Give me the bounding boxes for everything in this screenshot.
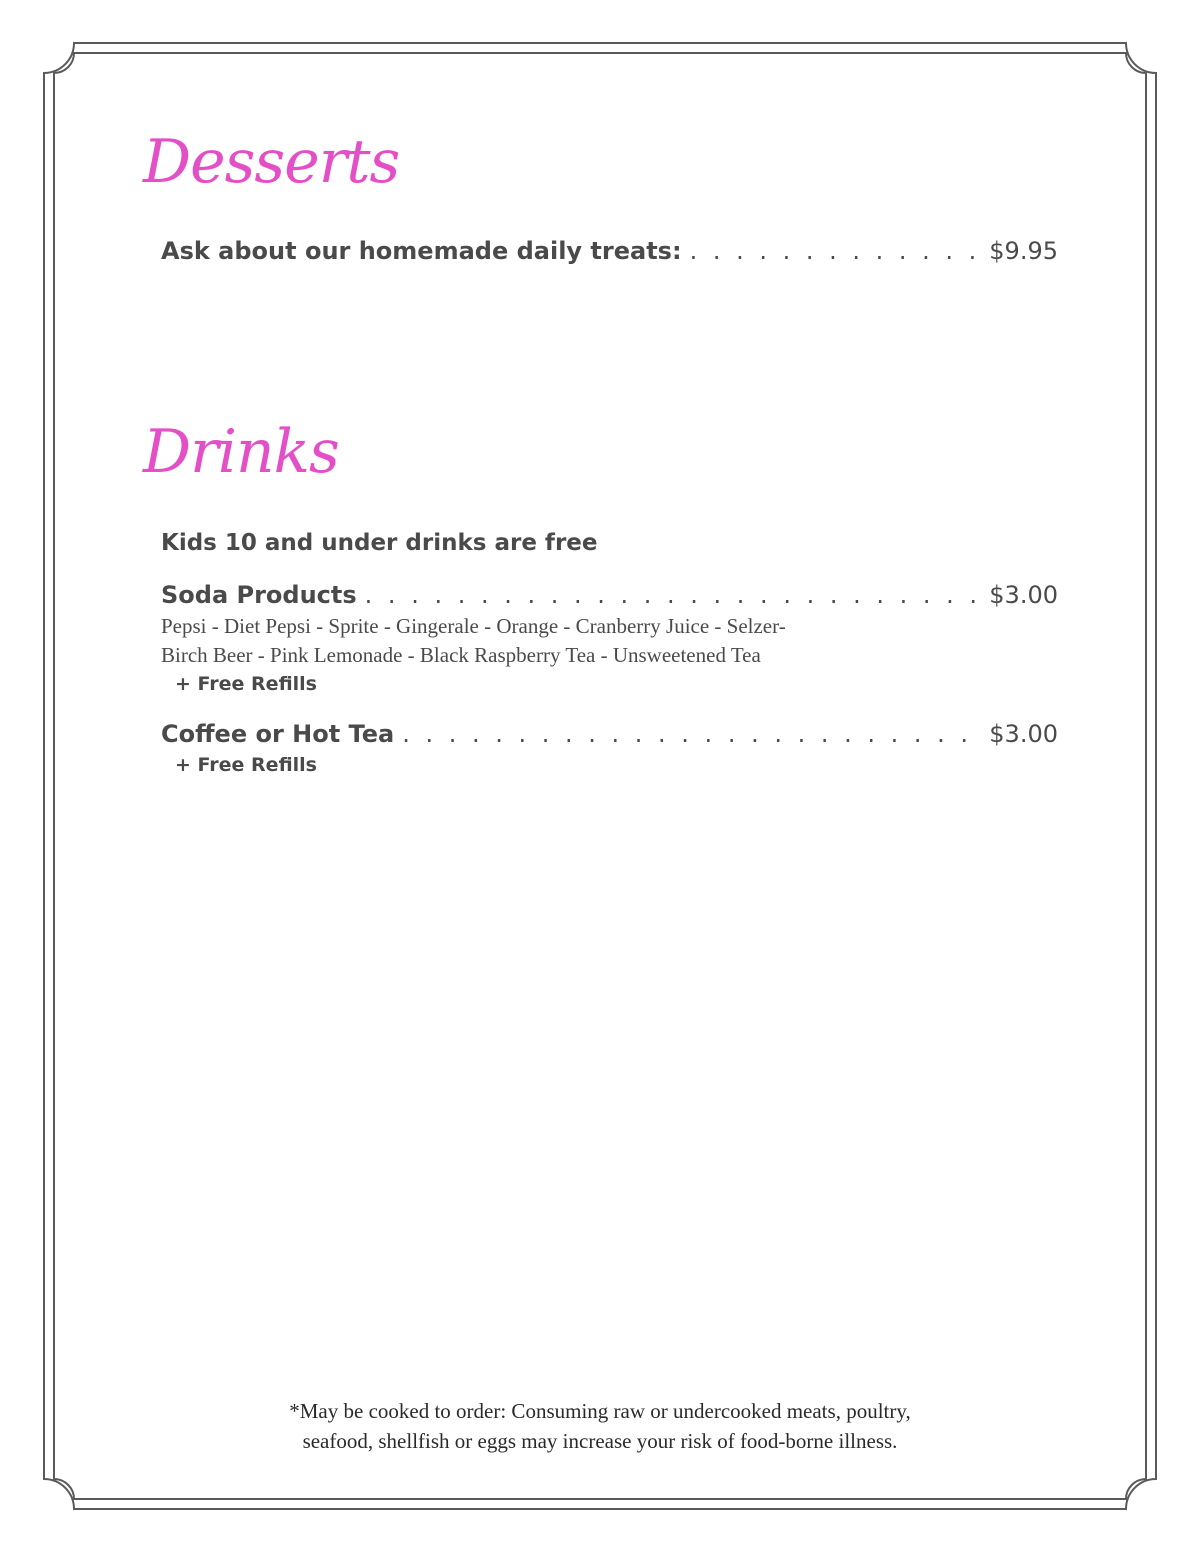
disclaimer-line: *May be cooked to order: Consuming raw or undercooked meats, poultry,: [289, 1399, 911, 1423]
dot-leader: [365, 580, 984, 610]
food-safety-disclaimer: [200, 1396, 1000, 1456]
soda-description-line: Birch Beer - Pink Lemonade - Black Raspberry Tea - Unsweetened Tea: [161, 643, 761, 667]
menu-item-coffee: [161, 719, 1058, 749]
drinks-heading: Drinks: [143, 417, 339, 487]
disclaimer-line: seafood, shellfish or eggs may increase your risk of food-borne illness.: [302, 1429, 898, 1453]
desserts-heading: Desserts: [143, 127, 400, 197]
menu-item-soda: [161, 580, 1058, 610]
dot-leader: [402, 719, 983, 749]
soda-free-refills: + Free Refills: [175, 673, 317, 695]
kids-drinks-note: Kids 10 and under drinks are free: [161, 530, 598, 556]
menu-item-name: Ask about our homemade daily treats:: [161, 237, 682, 265]
dot-leader: [690, 236, 984, 266]
menu-item-desserts: [161, 236, 1058, 266]
menu-item-price: $3.00: [989, 720, 1058, 748]
menu-item-name: Coffee or Hot Tea: [161, 720, 395, 748]
coffee-free-refills: + Free Refills: [175, 754, 317, 776]
menu-item-price: $9.95: [989, 237, 1058, 265]
menu-item-price: $3.00: [989, 581, 1058, 609]
menu-item-name: Soda Products: [161, 581, 357, 609]
soda-description-line: Pepsi - Diet Pepsi - Sprite - Gingerale - Orange - Cranberry Juice - Selzer-: [161, 614, 786, 638]
